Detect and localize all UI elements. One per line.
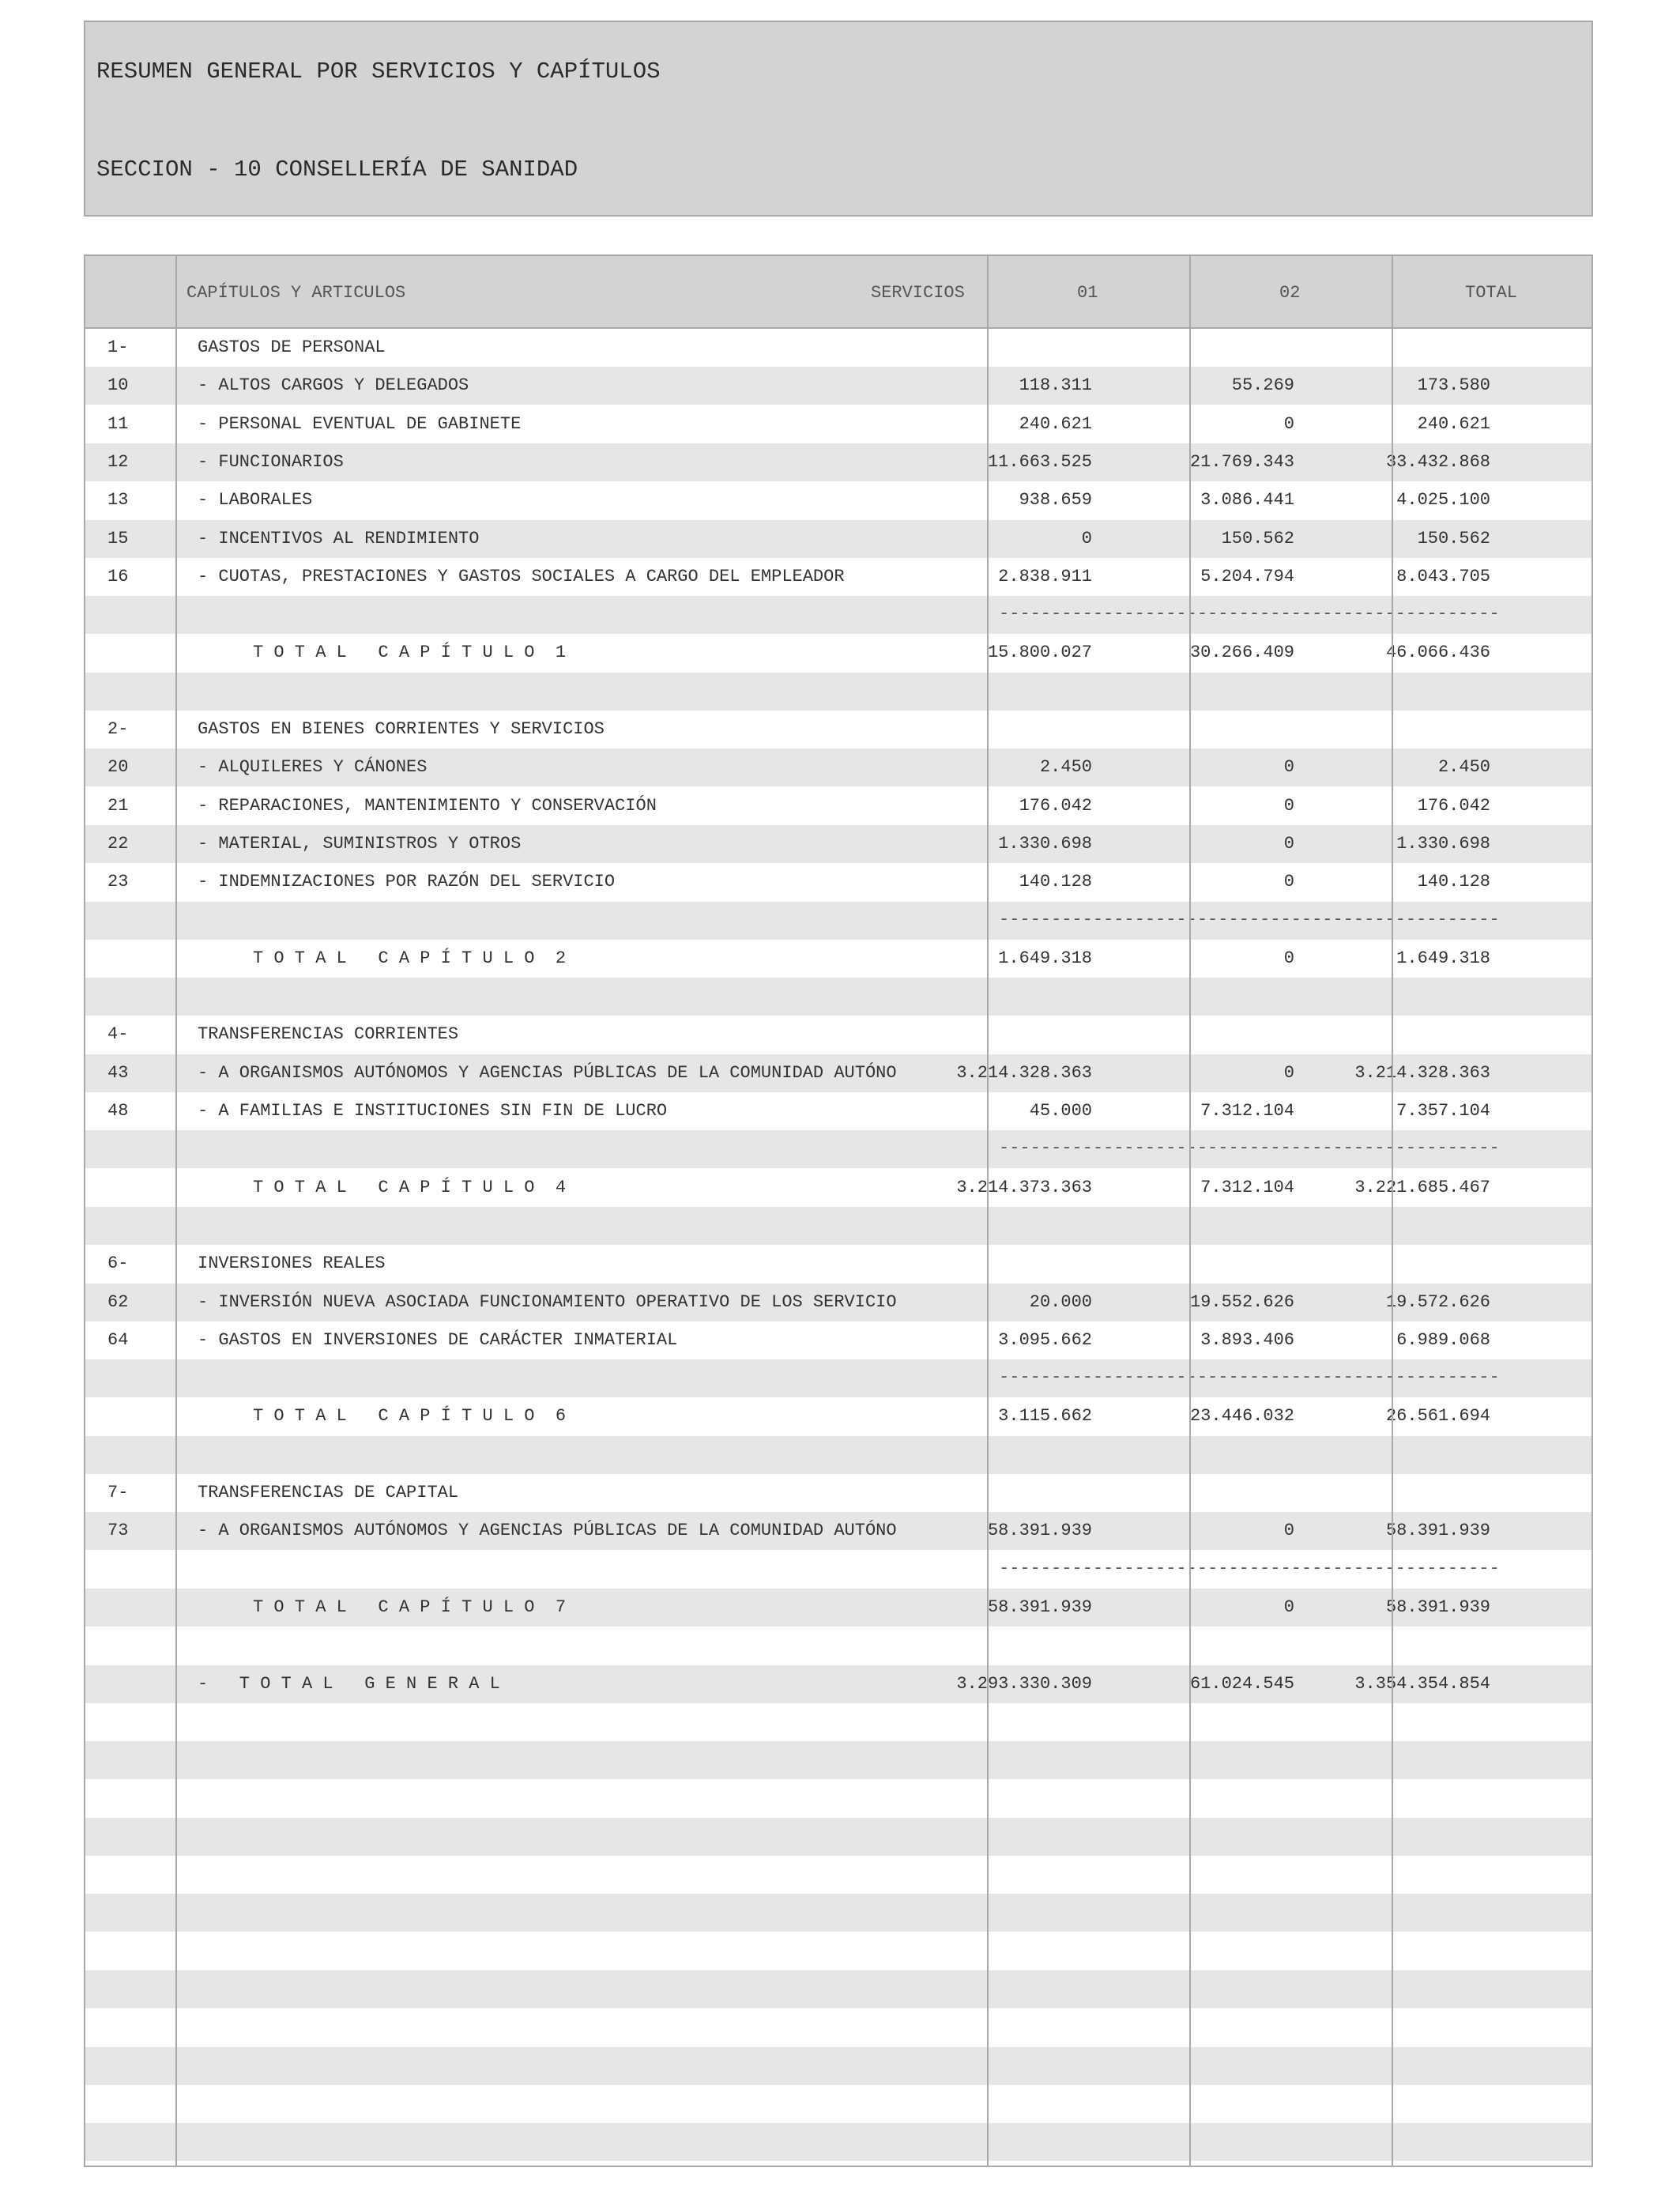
row-code: 10	[107, 375, 129, 396]
total-value: 3.221.685.467	[1354, 1177, 1490, 1197]
section-title: SECCION - 10 CONSELLERÍA DE SANIDAD	[96, 156, 578, 183]
value-service-01: 0	[1081, 528, 1092, 548]
value-total: 7.357.104	[1396, 1101, 1490, 1121]
chapter-total-row	[85, 1589, 1591, 1627]
article-description: - A ORGANISMOS AUTÓNOMOS Y AGENCIAS PÚBLICAS DE LA COMUNIDAD AUTÓNO	[198, 1521, 897, 1541]
budget-table	[84, 254, 1593, 2167]
chapter-title: GASTOS DE PERSONAL	[198, 337, 386, 357]
article-description: - ALTOS CARGOS Y DELEGADOS	[198, 375, 469, 396]
empty-row	[85, 1970, 1591, 2008]
article-description: - A FAMILIAS E INSTITUCIONES SIN FIN DE LUCRO	[198, 1101, 668, 1121]
value-total: 2.450	[1437, 757, 1490, 778]
total-label: T O T A L C A P Í T U L O 4	[253, 1177, 567, 1197]
total-service-01: 3.115.662	[998, 1406, 1092, 1427]
row-code: 22	[107, 833, 129, 854]
total-service-01: 3.293.330.309	[956, 1673, 1092, 1694]
value-total: 4.025.100	[1396, 490, 1490, 511]
separator-row	[85, 1130, 1591, 1168]
row-code: 43	[107, 1062, 129, 1083]
dash-separator: ------------------------------------------------	[999, 1138, 1500, 1159]
dash-separator: ------------------------------------------------	[999, 604, 1500, 624]
total-value: 46.066.436	[1385, 643, 1490, 663]
row-code: 23	[107, 872, 129, 892]
article-row	[85, 481, 1591, 519]
total-label: T O T A L C A P Í T U L O 7	[253, 1596, 567, 1617]
empty-row	[85, 1818, 1591, 1856]
article-row	[85, 1092, 1591, 1130]
empty-row	[85, 1703, 1591, 1741]
value-service-01: 58.391.939	[987, 1521, 1092, 1541]
empty-row	[85, 1779, 1591, 1817]
value-service-02: 0	[1283, 872, 1294, 892]
dash-separator: ------------------------------------------------	[999, 1558, 1500, 1578]
value-service-02: 55.269	[1231, 375, 1294, 396]
value-service-02: 0	[1283, 1062, 1294, 1083]
separator-row	[85, 902, 1591, 940]
chapter-title: INVERSIONES REALES	[198, 1253, 386, 1274]
separator-row	[85, 1551, 1591, 1589]
value-total: 6.989.068	[1396, 1329, 1490, 1350]
row-code: 21	[107, 795, 129, 816]
value-service-01: 2.450	[1039, 757, 1092, 778]
blank-row	[85, 1207, 1591, 1245]
value-service-02: 19.552.626	[1189, 1291, 1294, 1312]
article-row	[85, 367, 1591, 405]
total-service-02: 7.312.104	[1200, 1177, 1294, 1197]
total-service-02: 61.024.545	[1189, 1673, 1294, 1694]
value-total: 1.330.698	[1396, 833, 1490, 854]
article-row	[85, 558, 1591, 596]
total-service-02: 0	[1283, 1596, 1294, 1617]
value-service-02: 150.562	[1221, 528, 1294, 548]
article-description: - ALQUILERES Y CÁNONES	[198, 757, 428, 778]
empty-row	[85, 1741, 1591, 1779]
value-total: 8.043.705	[1396, 566, 1490, 586]
empty-row	[85, 2047, 1591, 2085]
blank-row	[85, 1436, 1591, 1474]
total-service-01: 1.649.318	[998, 948, 1092, 968]
separator-row	[85, 596, 1591, 634]
row-code: 62	[107, 1291, 129, 1312]
row-code: 7-	[107, 1483, 129, 1502]
empty-row	[85, 1932, 1591, 1970]
value-total: 33.432.868	[1385, 451, 1490, 472]
header-total: TOTAL	[1465, 283, 1518, 303]
row-code: 4-	[107, 1024, 129, 1045]
article-description: - MATERIAL, SUMINISTROS Y OTROS	[198, 833, 522, 854]
article-description: - INDEMNIZACIONES POR RAZÓN DEL SERVICIO	[198, 872, 616, 892]
article-row	[85, 825, 1591, 863]
row-code: 16	[107, 566, 129, 586]
total-value: 1.649.318	[1396, 948, 1490, 968]
article-description: - INCENTIVOS AL RENDIMIENTO	[198, 528, 480, 548]
total-service-01: 3.214.373.363	[956, 1177, 1092, 1197]
blank-row	[85, 1627, 1591, 1664]
chapter-row	[85, 1016, 1591, 1054]
empty-row	[85, 2085, 1591, 2123]
empty-row	[85, 1894, 1591, 1932]
total-label: T O T A L C A P Í T U L O 2	[253, 948, 567, 968]
total-label: T O T A L C A P Í T U L O 6	[253, 1406, 567, 1427]
total-service-02: 23.446.032	[1189, 1406, 1294, 1427]
row-code: 6-	[107, 1253, 129, 1274]
value-service-02: 0	[1283, 795, 1294, 816]
chapter-title: TRANSFERENCIAS DE CAPITAL	[198, 1483, 459, 1502]
value-total: 3.214.328.363	[1354, 1062, 1490, 1083]
value-service-02: 3.086.441	[1200, 490, 1294, 511]
value-service-01: 3.095.662	[998, 1329, 1092, 1350]
article-description: - LABORALES	[198, 490, 313, 511]
value-service-01: 1.330.698	[998, 833, 1092, 854]
value-total: 58.391.939	[1385, 1521, 1490, 1541]
chapter-row	[85, 329, 1591, 367]
value-service-01: 240.621	[1019, 413, 1092, 434]
article-description: - REPARACIONES, MANTENIMIENTO Y CONSERVACIÓN	[198, 795, 657, 816]
value-total: 140.128	[1417, 872, 1490, 892]
row-code: 11	[107, 413, 129, 434]
article-row	[85, 1321, 1591, 1359]
value-service-01: 20.000	[1029, 1291, 1092, 1312]
row-code: 1-	[107, 337, 129, 357]
row-code: 2-	[107, 719, 129, 739]
empty-row	[85, 2008, 1591, 2046]
value-total: 173.580	[1417, 375, 1490, 396]
value-service-02: 0	[1283, 757, 1294, 778]
blank-row	[85, 673, 1591, 711]
value-service-01: 140.128	[1019, 872, 1092, 892]
row-code: 73	[107, 1521, 129, 1541]
value-service-01: 2.838.911	[998, 566, 1092, 586]
article-row	[85, 787, 1591, 825]
report-title: RESUMEN GENERAL POR SERVICIOS Y CAPÍTULOS	[96, 58, 661, 85]
dash-separator: ------------------------------------------------	[999, 1367, 1500, 1388]
report-header	[84, 21, 1593, 217]
chapter-title: TRANSFERENCIAS CORRIENTES	[198, 1024, 459, 1045]
article-description: - CUOTAS, PRESTACIONES Y GASTOS SOCIALES A CARGO DEL EMPLEADOR	[198, 566, 845, 586]
value-service-01: 176.042	[1019, 795, 1092, 816]
article-row	[85, 405, 1591, 443]
total-value: 3.354.354.854	[1354, 1673, 1490, 1694]
table-header-row	[85, 256, 1591, 329]
value-total: 19.572.626	[1385, 1291, 1490, 1312]
chapter-row	[85, 1245, 1591, 1283]
value-service-02: 0	[1283, 413, 1294, 434]
chapter-total-row	[85, 940, 1591, 978]
total-service-01: 58.391.939	[987, 1596, 1092, 1617]
chapter-total-row	[85, 1169, 1591, 1207]
total-service-01: 15.800.027	[987, 643, 1092, 663]
row-code: 12	[107, 451, 129, 472]
header-services: SERVICIOS	[871, 283, 965, 303]
value-service-02: 7.312.104	[1200, 1101, 1294, 1121]
total-service-02: 30.266.409	[1189, 643, 1294, 663]
article-description: - INVERSIÓN NUEVA ASOCIADA FUNCIONAMIENTO OPERATIVO DE LOS SERVICIO	[198, 1291, 897, 1312]
separator-row	[85, 1359, 1591, 1397]
header-chapters: CAPÍTULOS Y ARTICULOS	[186, 283, 406, 303]
total-label: - T O T A L G E N E R A L	[198, 1673, 500, 1694]
header-service-01: 01	[1077, 283, 1098, 303]
empty-row	[85, 2123, 1591, 2161]
row-code: 64	[107, 1329, 129, 1350]
article-description: - GASTOS EN INVERSIONES DE CARÁCTER INMATERIAL	[198, 1329, 678, 1350]
article-row	[85, 443, 1591, 481]
row-code: 15	[107, 528, 129, 548]
chapter-title: GASTOS EN BIENES CORRIENTES Y SERVICIOS	[198, 719, 605, 739]
total-label: T O T A L C A P Í T U L O 1	[253, 643, 567, 663]
article-row	[85, 520, 1591, 558]
value-service-02: 5.204.794	[1200, 566, 1294, 586]
grand-total-row	[85, 1665, 1591, 1703]
value-service-01: 938.659	[1019, 490, 1092, 511]
value-service-02: 0	[1283, 833, 1294, 854]
total-value: 26.561.694	[1385, 1406, 1490, 1427]
article-description: - FUNCIONARIOS	[198, 451, 344, 472]
article-row	[85, 1512, 1591, 1550]
blank-row	[85, 978, 1591, 1016]
empty-row	[85, 1856, 1591, 1894]
chapter-total-row	[85, 634, 1591, 672]
chapter-row	[85, 711, 1591, 748]
row-code: 48	[107, 1101, 129, 1121]
chapter-row	[85, 1474, 1591, 1512]
value-service-02: 3.893.406	[1200, 1329, 1294, 1350]
row-code: 20	[107, 757, 129, 778]
value-service-02: 0	[1283, 1521, 1294, 1541]
chapter-total-row	[85, 1397, 1591, 1435]
dash-separator: ------------------------------------------------	[999, 909, 1500, 929]
value-total: 176.042	[1417, 795, 1490, 816]
value-service-01: 11.663.525	[987, 451, 1092, 472]
total-service-02: 0	[1283, 948, 1294, 968]
article-description: - PERSONAL EVENTUAL DE GABINETE	[198, 413, 522, 434]
value-service-02: 21.769.343	[1189, 451, 1294, 472]
value-total: 240.621	[1417, 413, 1490, 434]
header-service-02: 02	[1279, 283, 1301, 303]
article-description: - A ORGANISMOS AUTÓNOMOS Y AGENCIAS PÚBLICAS DE LA COMUNIDAD AUTÓNO	[198, 1062, 897, 1083]
value-service-01: 118.311	[1019, 375, 1092, 396]
value-service-01: 45.000	[1029, 1101, 1092, 1121]
row-code: 13	[107, 490, 129, 511]
article-row	[85, 1284, 1591, 1321]
article-row	[85, 863, 1591, 901]
article-row	[85, 1054, 1591, 1092]
table-body	[85, 329, 1591, 2166]
value-total: 150.562	[1417, 528, 1490, 548]
total-value: 58.391.939	[1385, 1596, 1490, 1617]
value-service-01: 3.214.328.363	[956, 1062, 1092, 1083]
article-row	[85, 748, 1591, 786]
